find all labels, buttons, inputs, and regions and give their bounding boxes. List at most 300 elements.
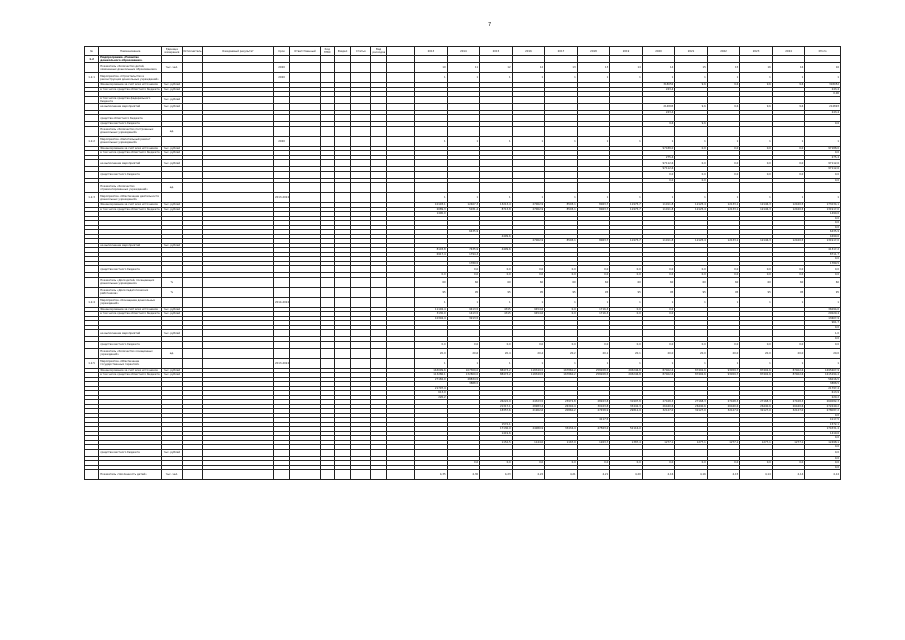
table-cell: Финансирование за счёт всех источников [99,203,162,208]
value-cell: 27168,3 [675,400,708,405]
table-cell [182,160,202,167]
value-cell: 0,0 [675,178,708,183]
table-cell [182,136,202,146]
value-cell [415,171,448,178]
table-cell [334,183,350,193]
value-cell [415,126,448,136]
table-cell: тыс. рублей [163,451,181,454]
value-cell: 1490,0 [805,212,841,217]
value-cell: 0,0 [740,341,773,348]
table-cell [371,287,386,297]
header-year-cell: 2014 [447,47,480,56]
table-cell [273,341,289,348]
value-cell: 20,0 [642,348,675,358]
value-cell: 27168,3 [740,400,773,405]
value-cell: 33442,3 [610,404,643,409]
table-cell [386,63,414,73]
table-cell [273,96,289,103]
value-cell: 20,0 [675,348,708,358]
value-cell: 1716,3 [577,307,610,312]
value-cell: 1277,1 [740,440,773,445]
table-cell [162,193,182,203]
value-cell: 0,0 [642,461,675,466]
value-cell: 0,0 [772,273,805,278]
value-cell: 1 [610,136,643,146]
table-row [85,160,841,167]
value-cell: 1419,6 [805,431,841,436]
table-row [85,348,841,358]
value-cell: 32127,0 [740,409,773,414]
value-cell: 13213,4 [480,203,513,208]
value-cell: 4499,6 [480,234,513,239]
table-cell [162,115,182,122]
value-cell: 173234,1 [805,203,841,208]
value-cell: 0,0 [707,341,740,348]
value-cell: 9,6 [740,103,773,110]
header-cell: Наименование [99,47,162,56]
header-year-cell: 2016 [512,47,545,56]
value-cell [512,171,545,178]
value-cell: 1,0 [805,330,841,337]
value-cell: 0,0 [415,341,448,348]
header-year-cell: 2023 [740,47,773,56]
table-cell: тыс. рублей [163,368,181,372]
value-cell: 60 [610,277,643,287]
value-cell: 12133,1 [707,203,740,208]
value-cell: 0,0 [577,341,610,348]
value-cell: 12498,1 [805,440,841,445]
value-cell [707,330,740,337]
table-cell [320,126,334,136]
value-cell: 613,9 [415,391,448,396]
value-cell: 1 [447,73,480,83]
budget-table [84,46,841,480]
table-cell [351,449,371,456]
value-cell: 4,23 [480,470,513,480]
value-cell: 1 [577,297,610,307]
value-cell: 11975,7 [610,207,643,212]
table-cell [290,348,320,358]
value-cell [577,96,610,103]
value-cell: 1 [577,73,610,83]
value-cell: 87402,6 [675,368,708,373]
value-cell: 1419,6 [480,431,513,436]
value-cell: 1 [447,136,480,146]
table-cell [371,160,386,167]
table-cell [320,103,334,110]
table-cell: Мероприятие «Строительство и реконструкция дошкольных учреждений» [99,73,162,83]
value-cell: 0,0 [545,273,578,278]
table-row [85,193,841,203]
table-cell [202,470,273,480]
value-cell: 9,6 [675,122,708,127]
value-cell: 4,15 [707,470,740,480]
value-cell: 1 [577,136,610,146]
value-cell: 9,6 [805,122,841,127]
table-cell [202,115,273,122]
value-cell: 95 [675,287,708,297]
value-cell: 0,0 [805,456,841,461]
value-cell: 16 [740,63,773,73]
value-cell: 1 [447,297,480,307]
table-cell [334,160,350,167]
value-cell: 11975,7 [610,203,643,208]
value-cell: 318052 [642,83,675,88]
table-cell [202,183,273,193]
value-cell [545,56,578,63]
table-cell [351,73,371,83]
header-year-cell: Итого [805,47,841,56]
table-cell [182,277,202,287]
value-cell: 0,0 [675,461,708,466]
value-cell: 1 [480,193,513,203]
header-cell [386,47,414,56]
table-cell [371,96,386,103]
value-cell [480,449,513,456]
value-cell: 9,6 [707,103,740,110]
value-cell [675,449,708,456]
table-cell [386,193,414,203]
value-cell: 0,0 [772,341,805,348]
value-cell: 0,0 [480,341,513,348]
value-cell: 11911,8 [642,203,675,208]
value-cell [675,115,708,122]
value-cell: 0,0 [772,160,805,167]
table-row [85,330,841,337]
value-cell: 87402,6 [772,368,805,373]
value-cell: 27168,3 [772,400,805,405]
table-cell [334,297,350,307]
value-cell [707,56,740,63]
value-cell: 20,0 [772,348,805,358]
value-cell: 1277,1 [707,440,740,445]
value-cell: 12160,5 [772,239,805,244]
value-cell [740,126,773,136]
value-cell: 95 [545,287,578,297]
header-cell: Раздел [334,47,350,56]
table-cell [334,171,350,178]
value-cell: 13 [545,63,578,73]
value-cell: 1 [610,297,643,307]
table-cell [85,266,99,273]
value-cell: 1789,5 [447,261,480,266]
value-cell [740,183,773,193]
value-cell: 21962,6 [512,409,545,414]
table-cell: Финансирование за счёт всех источников [99,307,162,312]
value-cell: 1277,1 [772,440,805,445]
value-cell: 9,6 [740,83,773,88]
value-cell: 26222,9 [480,400,513,405]
value-cell [512,126,545,136]
value-cell: 132800,0 [447,373,480,378]
header-cell: № [85,47,99,56]
table-cell [320,56,334,63]
table-cell [273,56,289,63]
value-cell [447,183,480,193]
table-cell: Показатель «Количество отремонтированных учреждений» [99,183,162,193]
value-cell [772,126,805,136]
table-cell [290,160,320,167]
value-cell: 1 [707,297,740,307]
table-cell: тыс. рублей [163,207,181,211]
value-cell: 4,21 [545,470,578,480]
value-cell [447,171,480,178]
table-cell: 1.2.4 [85,297,99,307]
value-cell: 0,0 [675,341,708,348]
value-cell: 1 [740,193,773,203]
table-cell: на выполнение мероприятий [99,160,162,167]
value-cell: 36094,0 [805,307,841,312]
value-cell: 220,2 [805,395,841,400]
value-cell: 27458,9 [577,409,610,414]
table-cell: средства местного бюджета [99,341,162,348]
value-cell: 8063,7 [577,203,610,208]
value-cell: 214893 [642,103,675,110]
table-cell [202,136,273,146]
table-row [85,63,841,73]
value-cell: 0,0 [610,312,643,317]
table-cell [182,470,202,480]
value-cell: 220,2 [415,395,448,400]
value-cell: 0,0 [805,151,841,156]
table-cell [351,470,371,480]
table-cell [202,348,273,358]
value-cell [642,96,675,103]
table-cell [351,126,371,136]
table-cell [386,358,414,368]
value-cell: 11911,8 [642,239,675,244]
table-cell [273,126,289,136]
table-cell [85,126,99,136]
value-cell [610,171,643,178]
table-cell: Показатель «Доля педагогических работников» [99,287,162,297]
value-cell: 1 [675,193,708,203]
value-cell: 0,0 [805,216,841,221]
value-cell [740,449,773,456]
value-cell: 0,0 [805,325,841,330]
value-cell: 14 [610,63,643,73]
header-cell: Срок [273,47,289,56]
value-cell: 0,0 [805,461,841,466]
value-cell: 4,16 [642,470,675,480]
table-cell [162,73,182,83]
value-cell: 28834,5 [447,377,480,382]
value-cell: 0,0 [480,461,513,466]
table-cell [182,103,202,110]
value-cell: 10 [415,63,448,73]
value-cell: 26440,6 [675,404,708,409]
table-cell: Показатель «Доля детей, посещающих дошкольные учреждения» [99,277,162,287]
value-cell: 6435,9 [805,230,841,235]
value-cell [447,160,480,167]
table-cell: 2014-2024 [273,297,289,307]
value-cell: 27062,9 [512,239,545,244]
value-cell: 20,6 [447,348,480,358]
table-cell: в том числе средства областного бюджета [99,312,162,317]
table-cell [202,358,273,368]
table-cell [182,56,202,63]
value-cell: 131917,0 [805,207,841,212]
table-cell [371,330,386,337]
table-cell: в том числе средства федерального бюджета [99,96,162,103]
value-cell: 0,0 [707,461,740,466]
value-cell: 0,0 [740,146,773,151]
header-cell: Ответственный [290,47,320,56]
value-cell [512,103,545,110]
table-cell [182,297,202,307]
table-cell [334,358,350,368]
table-cell: средства областного бюджета [99,115,162,122]
value-cell: 8503,1 [545,203,578,208]
value-cell: 275,4 [805,155,841,160]
table-cell [351,330,371,337]
value-cell: 9,6 [772,83,805,88]
value-cell [610,449,643,456]
table-cell [182,358,202,368]
value-cell [772,449,805,456]
table-cell [290,358,320,368]
table-cell [273,330,289,337]
value-cell: 258208,5 [577,373,610,378]
value-cell: 0,0 [642,341,675,348]
value-cell: 0,0 [707,146,740,151]
value-cell: 1 [772,358,805,368]
value-cell [512,115,545,122]
value-cell: 0,0 [415,273,448,278]
table-cell [371,63,386,73]
table-cell [320,183,334,193]
value-cell: 9,6 [707,83,740,88]
value-cell: 26340,4 [545,404,578,409]
value-cell [480,330,513,337]
table-cell: 2013-2024 [273,358,289,368]
value-cell: 60 [805,277,841,287]
table-cell [386,266,414,273]
header-year-cell: 2024 [772,47,805,56]
table-row [85,297,841,307]
value-cell: 4,20 [610,470,643,480]
value-cell: 32127,0 [642,409,675,414]
table-cell: тыс. рублей [163,98,181,101]
table-cell [334,126,350,136]
value-cell: 1 [512,136,545,146]
value-cell: 1 [447,358,480,368]
value-cell: 30163,8 [577,404,610,409]
value-cell: 1615294,4 [805,373,841,378]
value-cell: 0,0 [772,146,805,151]
table-cell: Показатель «Количество построенных дошкольных учреждений» [99,126,162,136]
value-cell: 174331,4 [805,427,841,432]
value-cell: 214893 [805,103,841,110]
value-cell: 0,0 [740,461,773,466]
table-cell [334,73,350,83]
value-cell: 0,0 [805,436,841,441]
table-cell [290,126,320,136]
value-cell: 0,0 [642,307,675,312]
value-cell [577,171,610,178]
table-cell [85,160,99,167]
table-cell: тыс. чел. [162,470,182,480]
table-cell [202,126,273,136]
value-cell [545,126,578,136]
value-cell: 20,4 [512,348,545,358]
value-cell: 1 [512,358,545,368]
value-cell [707,96,740,103]
value-cell: 13607,9 [805,316,841,321]
value-cell: 1716,3 [577,312,610,317]
value-cell: 3888,5 [805,382,841,387]
table-cell [351,56,371,63]
value-cell: 20,9 [415,348,448,358]
table-cell [351,266,371,273]
table-cell [202,266,273,273]
table-cell [85,63,99,73]
value-cell [415,266,448,273]
value-cell [545,330,578,337]
value-cell: 12133,1 [707,207,740,212]
value-cell: 1 [447,193,480,203]
table-cell [202,330,273,337]
table-cell [182,348,202,358]
table-cell [320,160,334,167]
table-cell [182,341,202,348]
table-cell [320,287,334,297]
value-cell: 60 [447,277,480,287]
value-cell: 0,0 [610,341,643,348]
value-cell: 95 [610,287,643,297]
table-cell: средства местного бюджета [99,449,162,456]
table-cell [334,470,350,480]
table-cell [320,341,334,348]
value-cell: 243,4 [642,87,675,92]
table-cell [85,115,99,122]
value-cell: 1 [805,73,841,83]
table-cell [371,341,386,348]
table-cell [202,449,273,456]
value-cell [675,183,708,193]
table-cell [334,341,350,348]
value-cell: 12146,3 [740,207,773,212]
table-row [85,183,841,193]
table-cell [182,115,202,122]
table-cell [351,136,371,146]
table-cell [273,160,289,167]
value-cell: 1 [805,136,841,146]
table-cell [386,96,414,103]
table-cell [320,266,334,273]
table-cell: ед. [162,348,182,358]
value-cell: 4,30 [447,470,480,480]
value-cell [545,115,578,122]
value-cell: 1 [675,136,708,146]
value-cell [675,56,708,63]
value-cell: 0,0 [805,225,841,230]
value-cell: 1 [772,297,805,307]
table-cell [290,470,320,480]
value-cell [642,330,675,337]
value-cell: 97112,6 [805,160,841,167]
value-cell: 8063,7 [577,207,610,212]
header-cell: Вид расходов [372,48,386,54]
table-cell [182,171,202,178]
table-header [85,47,841,56]
value-cell: 0,0 [805,171,841,178]
value-cell: 9,6 [675,83,708,88]
table-cell [351,96,371,103]
table-cell [371,297,386,307]
value-cell: 20,0 [805,348,841,358]
value-cell [480,126,513,136]
